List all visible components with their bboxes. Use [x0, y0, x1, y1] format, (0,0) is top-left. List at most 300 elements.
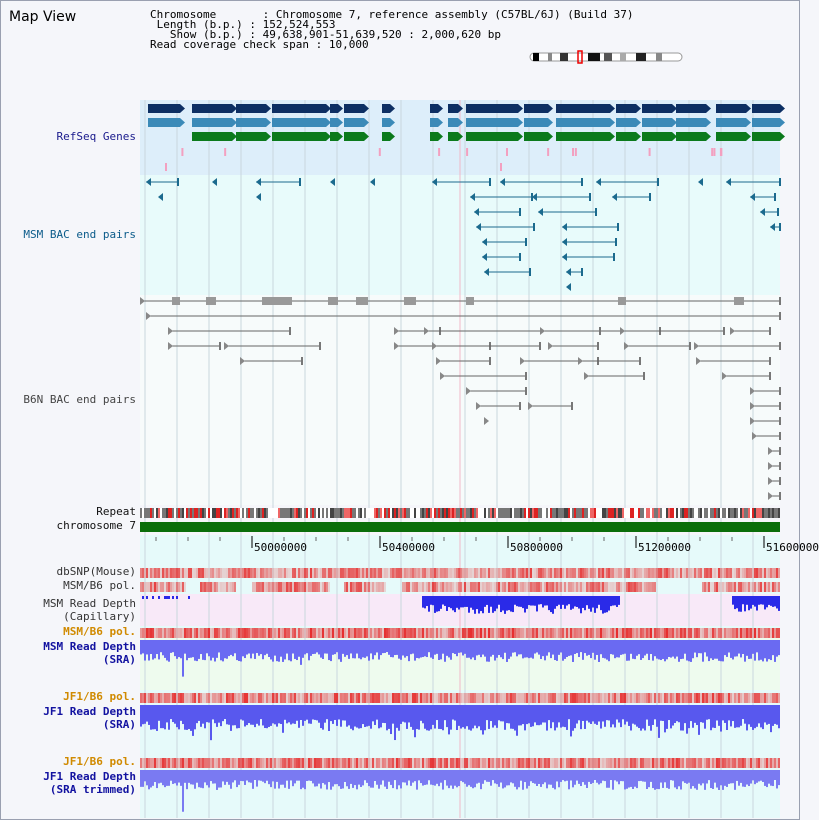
- polymorphism-cell: [658, 628, 660, 638]
- depth-bar: [604, 640, 606, 658]
- depth-bar: [516, 596, 518, 606]
- polymorphism-cell: [736, 582, 738, 592]
- polymorphism-cell: [144, 628, 146, 638]
- polymorphism-cell: [318, 582, 320, 592]
- polymorphism-cell: [334, 693, 336, 703]
- repeat-segment: [262, 508, 264, 518]
- polymorphism-cell: [642, 758, 644, 768]
- polymorphism-cell: [180, 568, 182, 578]
- polymorphism-cell: [616, 758, 618, 768]
- depth-bar: [498, 770, 500, 787]
- polymorphism-cell: [206, 758, 208, 768]
- depth-bar: [502, 596, 504, 610]
- depth-bar: [174, 640, 176, 656]
- polymorphism-cell: [602, 628, 604, 638]
- polymorphism-cell: [624, 758, 626, 768]
- depth-bar: [654, 705, 656, 719]
- polymorphism-cell: [410, 568, 412, 578]
- depth-bar: [730, 705, 732, 726]
- depth-bar: [610, 705, 612, 727]
- repeat-segment: [240, 508, 242, 518]
- depth-bar: [196, 640, 198, 661]
- depth-bar: [384, 640, 386, 653]
- depth-bar: [510, 770, 512, 782]
- polymorphism-cell: [440, 758, 442, 768]
- depth-bar: [632, 705, 634, 724]
- polymorphism-cell: [306, 628, 308, 638]
- polymorphism-cell: [340, 568, 342, 578]
- depth-bar: [496, 705, 498, 728]
- depth-bar: [248, 705, 250, 723]
- polymorphism-cell: [248, 568, 250, 578]
- track-label-jf1-b6-pol-1: JF1/B6 pol.: [63, 690, 136, 703]
- depth-bar: [744, 640, 746, 662]
- depth-bar: [580, 640, 582, 652]
- polymorphism-cell: [594, 568, 596, 578]
- depth-bar: [750, 640, 752, 659]
- polymorphism-cell: [586, 568, 588, 578]
- polymorphism-cell: [584, 628, 586, 638]
- polymorphism-cell: [184, 628, 186, 638]
- depth-bar: [536, 705, 538, 725]
- depth-bar: [566, 770, 568, 781]
- depth-bar: [526, 770, 528, 789]
- polymorphism-cell: [364, 628, 366, 638]
- depth-bar: [190, 770, 192, 784]
- depth-bar: [714, 640, 716, 659]
- depth-bar: [426, 596, 428, 606]
- depth-bar: [452, 770, 454, 789]
- polymorphism-cell: [416, 568, 418, 578]
- polymorphism-cell: [430, 568, 432, 578]
- polymorphism-cell: [316, 582, 318, 592]
- polymorphism-cell: [770, 568, 772, 578]
- polymorphism-cell: [296, 568, 298, 578]
- polymorphism-cell: [406, 758, 408, 768]
- polymorphism-cell: [184, 568, 186, 578]
- polymorphism-cell: [632, 628, 634, 638]
- depth-bar: [394, 770, 396, 780]
- polymorphism-cell: [178, 582, 180, 592]
- bac-end: [597, 342, 599, 350]
- depth-bar: [432, 705, 434, 725]
- polymorphism-cell: [186, 758, 188, 768]
- depth-bar: [392, 640, 394, 657]
- depth-bar: [770, 705, 772, 732]
- depth-bar: [672, 770, 674, 781]
- depth-bar: [706, 705, 708, 720]
- polymorphism-cell: [664, 758, 666, 768]
- polymorphism-cell: [318, 693, 320, 703]
- polymorphism-cell: [620, 568, 622, 578]
- depth-bar: [734, 596, 736, 609]
- repeat-segment: [414, 508, 416, 518]
- depth-bar: [340, 640, 342, 662]
- polymorphism-cell: [438, 568, 440, 578]
- refseq-gene: [344, 104, 364, 113]
- track-label-refseq[interactable]: RefSeq Genes: [56, 130, 136, 143]
- depth-bar: [672, 640, 674, 657]
- repeat-segment: [754, 508, 756, 518]
- depth-bar: [648, 640, 650, 660]
- repeat-segment: [478, 508, 480, 518]
- repeat-segment: [640, 508, 642, 518]
- depth-bar: [560, 596, 562, 609]
- depth-bar: [484, 596, 486, 607]
- repeat-segment: [728, 508, 730, 518]
- depth-bar: [690, 705, 692, 721]
- polymorphism-cell: [454, 758, 456, 768]
- bac-end: [774, 193, 776, 201]
- depth-bar: [148, 640, 150, 660]
- depth-bar: [778, 596, 780, 611]
- ideogram-band: [560, 53, 568, 61]
- polymorphism-cell: [648, 628, 650, 638]
- depth-bar: [344, 705, 346, 721]
- depth-bar: [448, 705, 450, 734]
- polymorphism-cell: [596, 582, 598, 592]
- polymorphism-cell: [542, 628, 544, 638]
- depth-bar: [616, 640, 618, 657]
- polymorphism-cell: [362, 568, 364, 578]
- depth-bar: [754, 640, 756, 661]
- repeat-segment: [516, 508, 518, 518]
- polymorphism-cell: [178, 693, 180, 703]
- polymorphism-cell: [756, 628, 758, 638]
- depth-bar: [442, 770, 444, 790]
- depth-bar: [626, 705, 628, 722]
- depth-bar: [540, 596, 542, 604]
- polymorphism-cell: [584, 758, 586, 768]
- repeat-segment: [580, 508, 582, 518]
- depth-bar: [418, 705, 420, 730]
- polymorphism-cell: [256, 693, 258, 703]
- refseq-gene: [616, 132, 636, 141]
- polymorphism-cell: [524, 568, 526, 578]
- depth-bar: [372, 640, 374, 659]
- repeat-segment: [250, 508, 252, 518]
- depth-bar: [462, 705, 464, 727]
- polymorphism-cell: [554, 758, 556, 768]
- polymorphism-cell: [230, 568, 232, 578]
- polymorphism-cell: [166, 582, 168, 592]
- polymorphism-cell: [586, 582, 588, 592]
- polymorphism-cell: [778, 568, 780, 578]
- polymorphism-cell: [152, 693, 154, 703]
- bac-cluster: [262, 297, 292, 305]
- depth-bar: [456, 705, 458, 730]
- depth-bar: [364, 640, 366, 658]
- polymorphism-cell: [326, 693, 328, 703]
- polymorphism-cell: [494, 758, 496, 768]
- polymorphism-cell: [692, 758, 694, 768]
- depth-bar: [664, 770, 666, 782]
- polymorphism-cell: [646, 582, 648, 592]
- depth-bar: [210, 640, 212, 660]
- polymorphism-cell: [464, 693, 466, 703]
- polymorphism-cell: [646, 628, 648, 638]
- depth-bar: [562, 596, 564, 605]
- polymorphism-cell: [736, 628, 738, 638]
- depth-bar: [344, 640, 346, 657]
- depth-bar: [304, 640, 306, 654]
- depth-bar: [430, 640, 432, 658]
- polymorphism-cell: [526, 628, 528, 638]
- polymorphism-cell: [766, 693, 768, 703]
- polymorphism-cell: [308, 582, 310, 592]
- repeat-segment: [402, 508, 404, 518]
- track-label-b6n-bac[interactable]: B6N BAC end pairs: [23, 393, 136, 406]
- polymorphism-cell: [374, 568, 376, 578]
- polymorphism-cell: [346, 693, 348, 703]
- refseq-gene: [148, 104, 180, 113]
- refseq-gene: [330, 132, 338, 141]
- polymorphism-cell: [294, 628, 296, 638]
- polymorphism-cell: [274, 568, 276, 578]
- polymorphism-cell: [736, 568, 738, 578]
- depth-bar: [350, 640, 352, 653]
- repeat-segment: [412, 508, 414, 518]
- polymorphism-cell: [474, 568, 476, 578]
- polymorphism-cell: [142, 628, 144, 638]
- polymorphism-cell: [350, 758, 352, 768]
- polymorphism-cell: [658, 568, 660, 578]
- polymorphism-cell: [740, 582, 742, 592]
- depth-bar: [732, 770, 734, 783]
- depth-bar: [648, 770, 650, 787]
- polymorphism-cell: [772, 693, 774, 703]
- polymorphism-cell: [486, 758, 488, 768]
- polymorphism-cell: [426, 628, 428, 638]
- depth-bar: [588, 640, 590, 655]
- depth-bar: [728, 770, 730, 784]
- depth-bar: [528, 705, 530, 723]
- depth-bar: [248, 770, 250, 782]
- polymorphism-cell: [744, 758, 746, 768]
- polymorphism-cell: [310, 758, 312, 768]
- polymorphism-cell: [496, 582, 498, 592]
- polymorphism-cell: [732, 758, 734, 768]
- polymorphism-cell: [416, 628, 418, 638]
- repeat-segment: [466, 508, 468, 518]
- repeat-segment: [384, 508, 386, 518]
- repeat-segment: [524, 508, 526, 518]
- polymorphism-cell: [636, 693, 638, 703]
- depth-bar: [456, 640, 458, 656]
- depth-bar: [268, 770, 270, 784]
- polymorphism-cell: [740, 758, 742, 768]
- polymorphism-cell: [262, 582, 264, 592]
- depth-bar: [618, 770, 620, 784]
- polymorphism-cell: [662, 568, 664, 578]
- polymorphism-cell: [398, 693, 400, 703]
- polymorphism-cell: [404, 693, 406, 703]
- track-label-msm-bac[interactable]: MSM BAC end pairs: [23, 228, 136, 241]
- depth-bar: [760, 770, 762, 781]
- depth-bar: [470, 596, 472, 608]
- repeat-segment: [246, 508, 248, 518]
- polymorphism-cell: [774, 568, 776, 578]
- polymorphism-cell: [718, 568, 720, 578]
- polymorphism-cell: [618, 758, 620, 768]
- polymorphism-cell: [422, 582, 424, 592]
- repeat-segment: [244, 508, 246, 518]
- repeat-segment: [440, 508, 442, 518]
- depth-bar: [694, 640, 696, 653]
- depth-bar: [158, 596, 160, 599]
- polymorphism-cell: [670, 758, 672, 768]
- repeat-segment: [560, 508, 562, 518]
- depth-bar: [748, 770, 750, 786]
- polymorphism-cell: [586, 693, 588, 703]
- polymorphism-cell: [394, 628, 396, 638]
- depth-bar: [748, 705, 750, 724]
- depth-bar: [146, 770, 148, 785]
- polymorphism-cell: [628, 758, 630, 768]
- polymorphism-cell: [316, 568, 318, 578]
- repeat-segment: [206, 508, 208, 518]
- refseq-gene: [642, 104, 672, 113]
- track-label-msm-depth-sra-2: (SRA): [102, 653, 136, 666]
- polymorphism-cell: [242, 758, 244, 768]
- depth-bar: [556, 770, 558, 781]
- depth-bar: [770, 640, 772, 660]
- bac-cluster: [466, 297, 474, 305]
- polymorphism-cell: [200, 582, 202, 592]
- polymorphism-cell: [406, 568, 408, 578]
- polymorphism-cell: [514, 568, 516, 578]
- polymorphism-cell: [424, 568, 426, 578]
- depth-bar: [506, 705, 508, 723]
- polymorphism-cell: [442, 693, 444, 703]
- polymorphism-cell: [204, 628, 206, 638]
- depth-bar: [236, 640, 238, 660]
- polymorphism-cell: [486, 693, 488, 703]
- polymorphism-cell: [276, 628, 278, 638]
- polymorphism-cell: [412, 568, 414, 578]
- depth-bar: [554, 596, 556, 609]
- repeat-segment: [518, 508, 520, 518]
- polymorphism-cell: [464, 628, 466, 638]
- polymorphism-cell: [504, 628, 506, 638]
- polymorphism-cell: [382, 582, 384, 592]
- depth-bar: [506, 640, 508, 662]
- depth-bar: [654, 640, 656, 656]
- depth-bar: [452, 640, 454, 653]
- polymorphism-cell: [164, 693, 166, 703]
- depth-bar: [390, 640, 392, 657]
- polymorphism-cell: [712, 582, 714, 592]
- polymorphism-cell: [654, 758, 656, 768]
- depth-bar: [354, 705, 356, 727]
- polymorphism-cell: [750, 582, 752, 592]
- polymorphism-cell: [366, 628, 368, 638]
- bac-end: [519, 208, 521, 216]
- repeat-segment: [698, 508, 700, 518]
- polymorphism-cell: [206, 568, 208, 578]
- repeat-segment: [350, 508, 352, 518]
- depth-bar: [170, 640, 172, 653]
- depth-bar: [328, 640, 330, 660]
- depth-bar: [570, 640, 572, 655]
- depth-bar: [644, 640, 646, 655]
- polymorphism-cell: [494, 628, 496, 638]
- polymorphism-cell: [570, 758, 572, 768]
- polymorphism-cell: [656, 568, 658, 578]
- polymorphism-cell: [750, 628, 752, 638]
- depth-bar: [368, 705, 370, 726]
- polymorphism-cell: [540, 628, 542, 638]
- depth-bar: [578, 770, 580, 784]
- polymorphism-cell: [596, 693, 598, 703]
- depth-bar: [194, 770, 196, 789]
- polymorphism-cell: [324, 758, 326, 768]
- depth-bar: [572, 770, 574, 787]
- polymorphism-cell: [594, 628, 596, 638]
- polymorphism-cell: [640, 568, 642, 578]
- repeat-segment: [226, 508, 228, 518]
- depth-bar: [282, 770, 284, 785]
- depth-bar: [314, 770, 316, 787]
- repeat-segment: [730, 508, 732, 518]
- polymorphism-cell: [484, 758, 486, 768]
- polymorphism-cell: [182, 568, 184, 578]
- depth-bar: [260, 705, 262, 719]
- polymorphism-cell: [560, 693, 562, 703]
- polymorphism-cell: [266, 758, 268, 768]
- repeat-segment: [332, 508, 334, 518]
- polymorphism-cell: [352, 582, 354, 592]
- polymorphism-cell: [166, 758, 168, 768]
- repeat-segment: [520, 508, 522, 518]
- depth-bar: [520, 770, 522, 781]
- repeat-segment: [434, 508, 436, 518]
- polymorphism-cell: [280, 758, 282, 768]
- depth-bar: [288, 640, 290, 660]
- depth-bar: [662, 705, 664, 721]
- repeat-segment: [632, 508, 634, 518]
- repeat-segment: [312, 508, 314, 518]
- depth-bar: [312, 770, 314, 783]
- depth-bar: [758, 770, 760, 781]
- polymorphism-cell: [418, 758, 420, 768]
- repeat-segment: [144, 508, 146, 518]
- depth-bar: [456, 596, 458, 608]
- track-label-dbsnp: dbSNP(Mouse): [56, 565, 136, 578]
- polymorphism-cell: [268, 568, 270, 578]
- polymorphism-cell: [590, 758, 592, 768]
- polymorphism-cell: [462, 582, 464, 592]
- depth-bar: [360, 770, 362, 787]
- repeat-segment: [500, 508, 502, 518]
- polymorphism-cell: [294, 582, 296, 592]
- polymorphism-cell: [458, 628, 460, 638]
- polymorphism-cell: [402, 568, 404, 578]
- depth-bar: [568, 770, 570, 789]
- track-label-repeat: Repeat: [96, 505, 136, 518]
- polymorphism-cell: [714, 568, 716, 578]
- polymorphism-cell: [258, 693, 260, 703]
- polymorphism-cell: [762, 582, 764, 592]
- polymorphism-cell: [454, 582, 456, 592]
- depth-bar: [576, 705, 578, 724]
- polymorphism-cell: [500, 628, 502, 638]
- repeat-segment: [140, 508, 142, 518]
- polymorphism-cell: [160, 568, 162, 578]
- depth-bar: [736, 640, 738, 656]
- depth-bar: [422, 596, 424, 608]
- polymorphism-cell: [544, 628, 546, 638]
